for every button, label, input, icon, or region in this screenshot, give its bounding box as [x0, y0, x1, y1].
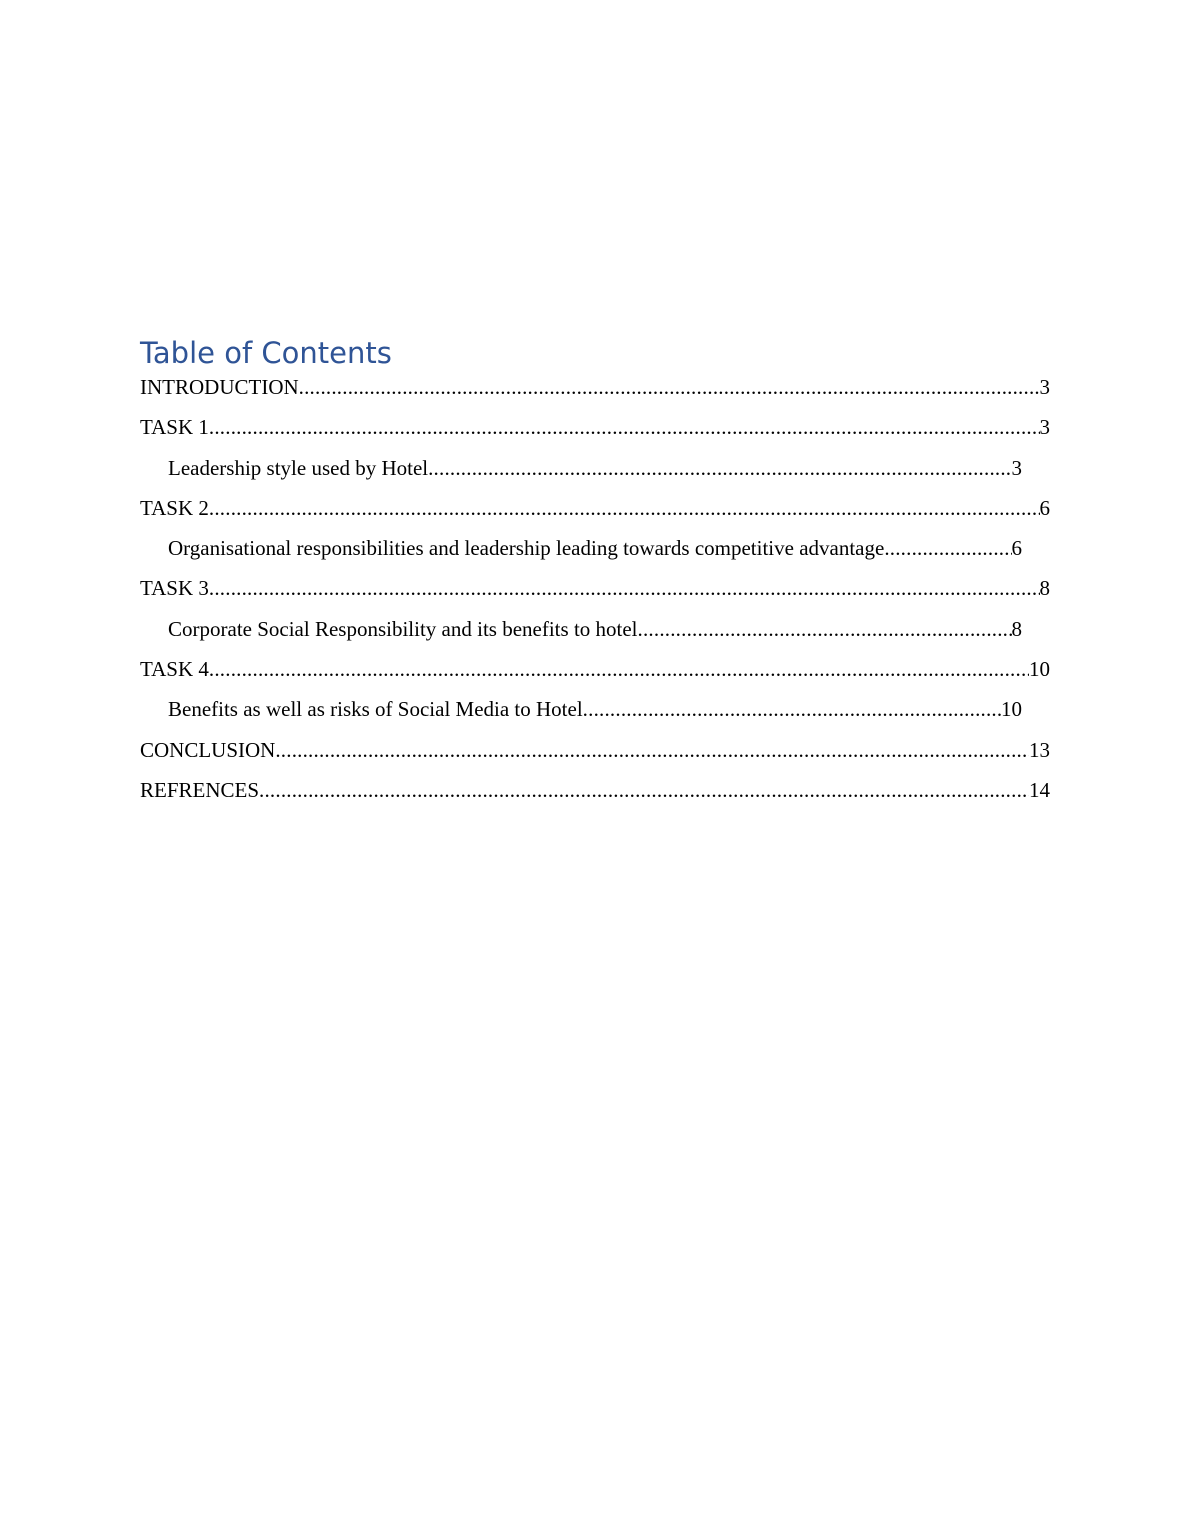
dot-leader — [209, 655, 1029, 683]
dot-leader — [209, 574, 1040, 602]
toc-entry-organisational-responsibilities[interactable] — [140, 534, 1022, 574]
toc-entry-page: 3 — [1011, 455, 1022, 480]
toc-entry-references[interactable] — [140, 776, 1050, 816]
dot-leader — [209, 413, 1040, 441]
dot-leader — [638, 615, 1012, 643]
toc-entry-task-3[interactable] — [140, 574, 1050, 614]
dot-leader — [428, 454, 1011, 482]
toc-entry-label: TASK 3 — [140, 576, 209, 601]
toc-entry-task-1[interactable] — [140, 413, 1050, 453]
toc-entry-page: 6 — [1011, 536, 1022, 561]
dot-leader — [299, 373, 1040, 401]
toc-entry-page: 8 — [1039, 576, 1050, 601]
toc-entry-label: CONCLUSION — [140, 737, 276, 762]
toc-entry-label: INTRODUCTION — [140, 375, 299, 399]
toc-entry-task-2[interactable] — [140, 494, 1050, 534]
toc-entry-conclusion[interactable] — [140, 736, 1050, 776]
toc-entry-label: REFRENCES — [140, 777, 260, 802]
toc-entry-page: 3 — [1039, 415, 1050, 440]
dot-leader — [583, 695, 1001, 723]
toc-entry-page: 3 — [1039, 375, 1050, 399]
toc-entry-page: 14 — [1029, 777, 1050, 802]
toc-entry-label: TASK 4 — [140, 657, 209, 682]
toc-entry-social-media[interactable] — [140, 695, 1022, 735]
toc-entry-page: 10 — [1029, 657, 1050, 682]
toc-entry-label: Corporate Social Responsibility and its benefits to hotel — [168, 616, 638, 641]
toc-title: Table of Contents — [140, 336, 392, 370]
toc-entry-page: 6 — [1039, 495, 1050, 520]
toc-entry-page: 10 — [1001, 697, 1022, 722]
dot-leader — [884, 534, 1011, 562]
dot-leader — [209, 494, 1040, 522]
toc-entry-csr[interactable] — [140, 615, 1022, 655]
toc-entry-label: Organisational responsibilities and leadership leading towards competitive advantage — [168, 536, 885, 561]
toc-entry-leadership-style[interactable] — [140, 454, 1022, 494]
table-of-contents — [140, 334, 1050, 816]
dot-leader — [275, 736, 1029, 764]
toc-entry-label: TASK 2 — [140, 495, 209, 520]
dot-leader — [259, 776, 1029, 804]
toc-entry-task-4[interactable] — [140, 655, 1050, 695]
toc-entry-label: Leadership style used by Hotel — [168, 455, 429, 480]
toc-entry-label: TASK 1 — [140, 415, 209, 440]
toc-entry-introduction[interactable] — [140, 373, 1050, 413]
toc-entry-page: 8 — [1011, 616, 1022, 641]
toc-entry-label: Benefits as well as risks of Social Media to Hotel — [168, 697, 583, 722]
toc-entry-page: 13 — [1029, 737, 1050, 762]
